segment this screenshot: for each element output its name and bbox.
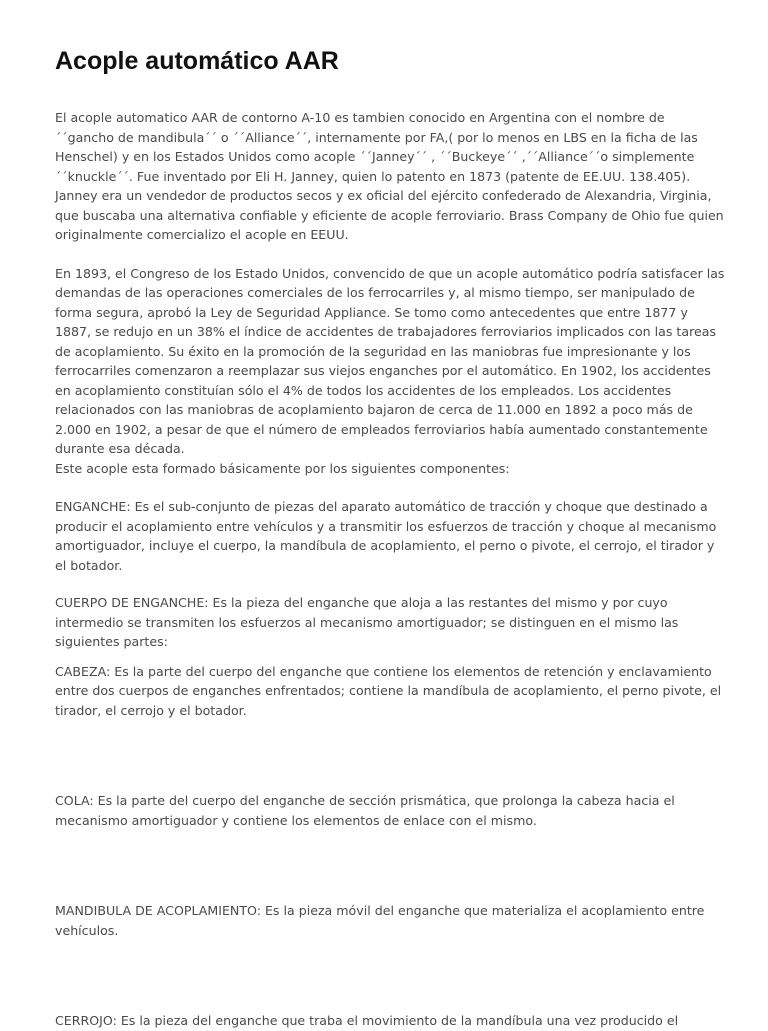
paragraph-cabeza: CABEZA: Es la parte del cuerpo del enganche que contiene los elementos de retención y enclavamiento entre dos cuerpos de enganches enfrentados; contiene la mandíbula de acoplamiento, el perno pivote, el tirador, el cerrojo y el botador. bbox=[55, 663, 722, 718]
paragraph-enganche: ENGANCHE: Es el sub-conjunto de piezas del aparato automático de tracción y choque que destinado a producir el acoplamiento entre vehículos y a transmitir los esfuerzos de tracción y choque al mecanismo amortiguador, incluye el cuerpo, la mandíbula de acoplamiento, el perno o pivote, el cerrojo, el tirador y el botador. bbox=[55, 499, 717, 573]
paragraph-cuerpo: CUERPO DE ENGANCHE: Es la pieza del enganche que aloja a las restantes del mismo y por cuyo intermedio se transmiten los esfuerzos al mecanismo amortiguador; se distinguen en el mismo las siguientes partes: bbox=[55, 595, 679, 649]
document-title: Acople automático AAR bbox=[55, 47, 339, 75]
paragraph-cola: COLA: Es la parte del cuerpo del enganche de sección prismática, que prolonga la cabeza hacia el mecanismo amortiguador y contiene los elementos de enlace con el mismo. bbox=[55, 793, 675, 828]
document-page bbox=[55, 44, 725, 1031]
paragraph-cerrojo: CERROJO: Es la pieza del enganche que traba el movimiento de la mandíbula una vez producido el bbox=[55, 1013, 679, 1028]
paragraph-components-intro: Este acople esta formado básicamente por los siguientes componentes: bbox=[55, 460, 510, 476]
paragraph-intro: El acople automatico AAR de contorno A-10 es tambien conocido en Argentina con el nombre de ´´gancho de mandibula´´ o ´´Alliance´´, internamente por FA,( por lo menos en LBS en la ficha de las Henschel) y en los Estados Unidos como acople ´´Janney´´ , ´´Buckeye´´ ,´´Alliance´´o simplemente ´´knuckle´´. Fue inventado por Eli H. Janney, quien lo patento en 1873 (patente de EE.UU. 138.405). Janney era un vendedor de productos secos y ex oficial del ejército confederado de Alexandria, Virginia, que buscaba una alternativa confiable y eficiente de acople ferroviario. Brass Company de Ohio fue quien originalmente comercializo el acople en EEUU. bbox=[55, 110, 724, 242]
paragraph-mandibula: MANDIBULA DE ACOPLAMIENTO: Es la pieza móvil del enganche que materializa el acoplamiento entre vehículos. bbox=[55, 903, 705, 938]
paragraph-history: En 1893, el Congreso de los Estado Unidos, convencido de que un acople automático podría satisfacer las demandas de las operaciones comerciales de los ferrocarriles y, al mismo tiempo, ser manipulado de forma segura, aprobó la Ley de Seguridad Appliance. Se tomo como antecedentes que entre 1877 y 1887, se redujo en un 38% el índice de accidentes de trabajadores ferroviarios implicados con las tareas de acoplamiento. Su éxito en la promoción de la seguridad en las maniobras fue impresionante y los ferrocarriles comenzaron a reemplazar sus viejos enganches por el automático. En 1902, los accidentes en acoplamiento constituían sólo el 4% de todos los accidentes de los empleados. Los accidentes relacionados con las maniobras de acoplamiento bajaron de cerca de 11.000 en 1892 a poco más de 2.000 en 1902, a pesar de que el número de empleados ferroviarios había aumentado constantemente durante esa década. bbox=[55, 265, 725, 456]
